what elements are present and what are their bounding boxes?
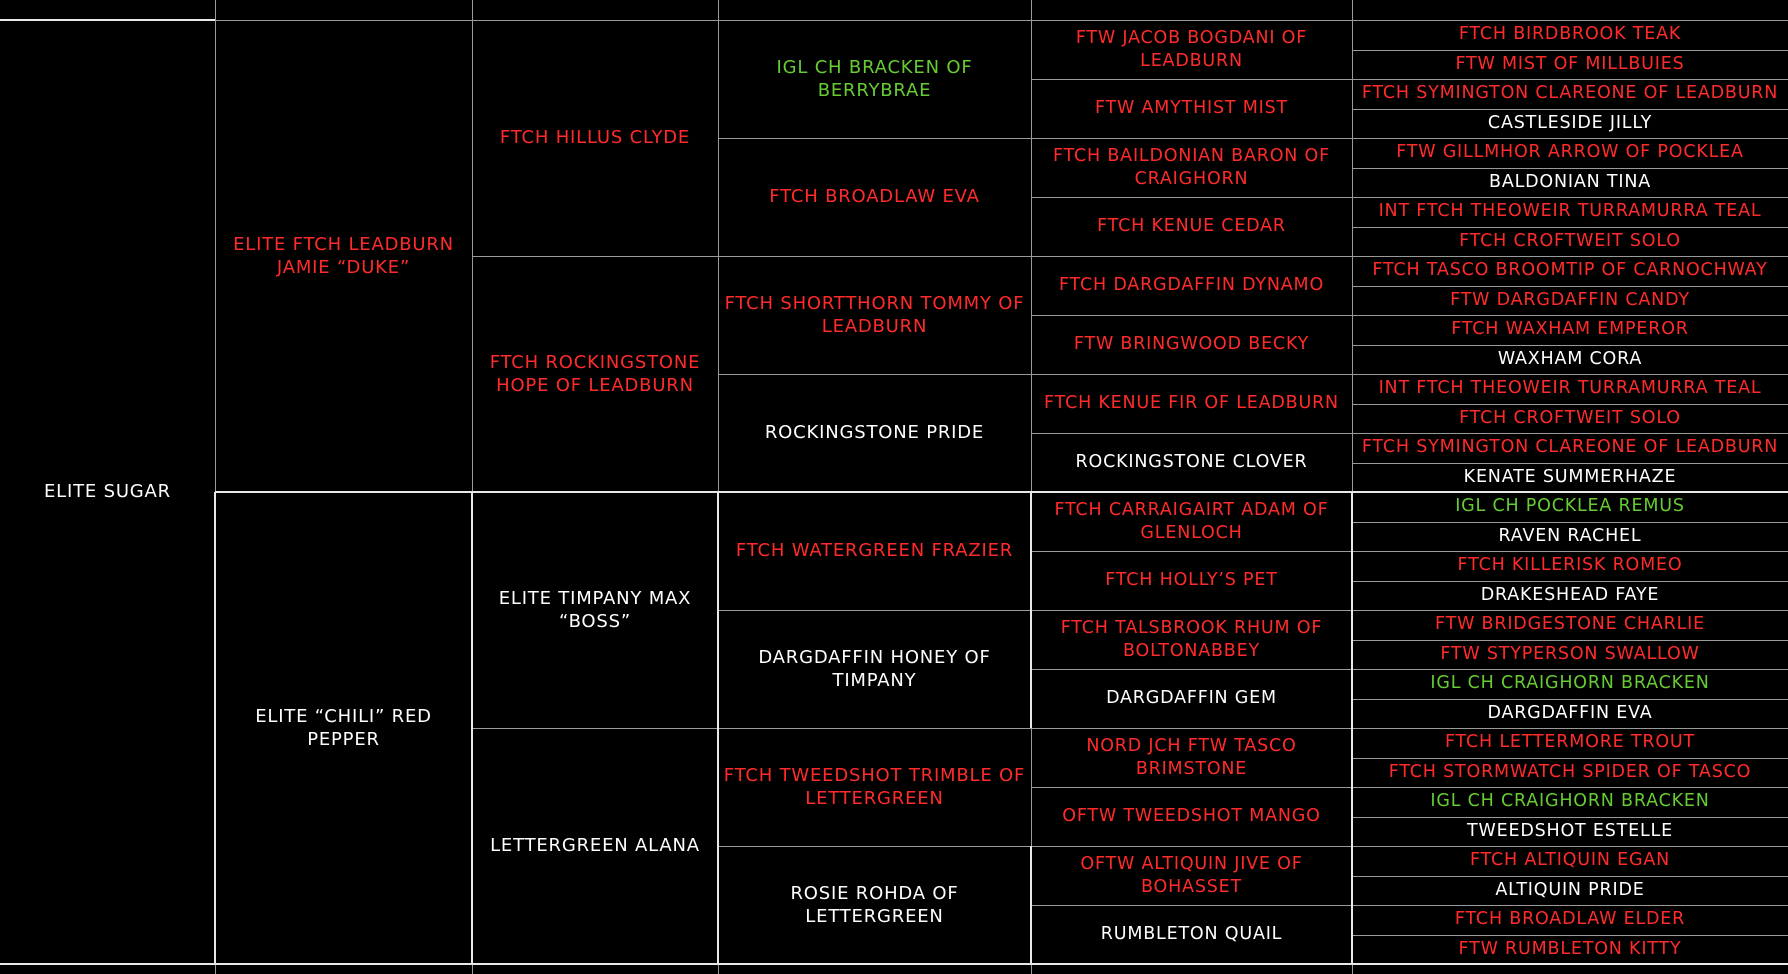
gen6-dog: FTCH LETTERMORE TROUT — [1444, 732, 1696, 753]
gen5-dog: DARGDAFFIN GEM — [1106, 688, 1277, 709]
gen6-dog: FTCH WAXHAM EMPEROR — [1451, 319, 1689, 340]
gen6-dog: ALTIQUIN PRIDE — [1495, 879, 1645, 900]
gen6-dog: FTW RUMBLETON KITTY — [1458, 938, 1682, 959]
gen5-dog: FTCH HOLLY’S PET — [1105, 570, 1278, 591]
gen4-dog: DARGDAFFIN HONEY OF TIMPANY — [758, 646, 991, 691]
gen6-dog: FTCH SYMINGTON CLAREONE OF LEADBURN — [1361, 83, 1779, 104]
gen4-dog: FTCH SHORTTHORN TOMMY OF LEADBURN — [724, 292, 1025, 337]
gen6-dog: RAVEN RACHEL — [1498, 525, 1642, 546]
gen6-dog: IGL CH CRAIGHORN BRACKEN — [1430, 673, 1710, 694]
gen4-dog: FTCH WATERGREEN FRAZIER — [735, 540, 1014, 562]
gen6-dog: FTW MIST OF MILLBUIES — [1455, 53, 1685, 74]
gen6-dog: FTCH CROFTWEIT SOLO — [1459, 407, 1681, 428]
gen5-dog: FTCH KENUE CEDAR — [1097, 216, 1286, 237]
gen3-dog: FTCH ROCKINGSTONE HOPE OF LEADBURN — [489, 351, 701, 396]
gen5-dog: ROCKINGSTONE CLOVER — [1075, 452, 1308, 473]
gen6-dog: IGL CH POCKLEA REMUS — [1455, 496, 1685, 517]
gen5-dog: OFTW ALTIQUIN JIVE OF BOHASSET — [1080, 853, 1303, 897]
gen1-dog: ELITE SUGAR — [44, 481, 171, 503]
gen5-dog: FTCH CARRAIGAIRT ADAM OF GLENLOCH — [1054, 499, 1329, 543]
gen5-dog: FTW BRINGWOOD BECKY — [1073, 334, 1310, 355]
gen6-dog: CASTLESIDE JILLY — [1487, 112, 1653, 133]
gen6-dog: INT FTCH THEOWEIR TURRAMURRA TEAL — [1378, 201, 1762, 222]
gen6-dog: FTCH ALTIQUIN EGAN — [1469, 850, 1670, 871]
gen5-dog: FTW JACOB BOGDANI OF LEADBURN — [1075, 27, 1308, 71]
gen6-dog: FTCH STORMWATCH SPIDER OF TASCO — [1388, 761, 1752, 782]
gen5-dog: FTCH KENUE FIR OF LEADBURN — [1044, 393, 1339, 414]
gen6-dog: WAXHAM CORA — [1497, 348, 1643, 369]
gen4-dog: FTCH BROADLAW EVA — [769, 186, 980, 208]
gen5-dog: NORD JCH FTW TASCO BRIMSTONE — [1086, 735, 1297, 779]
gen6-dog: FTCH KILLERISK ROMEO — [1457, 555, 1683, 576]
gen6-dog: FTCH BIRDBROOK TEAK — [1458, 24, 1682, 45]
gen6-dog: FTW STYPERSON SWALLOW — [1440, 643, 1700, 664]
gen6-dog: DRAKESHEAD FAYE — [1480, 584, 1660, 605]
gen6-dog: FTW GILLMHOR ARROW OF POCKLEA — [1396, 142, 1744, 163]
gen5-dog: FTCH DARGDAFFIN DYNAMO — [1058, 275, 1325, 296]
gen4-dog: FTCH TWEEDSHOT TRIMBLE OF LETTERGREEN — [723, 764, 1026, 809]
gen3-dog: FTCH HILLUS CLYDE — [499, 127, 691, 149]
gen4-dog: IGL CH BRACKEN OF BERRYBRAE — [776, 56, 973, 101]
gen2-dog: ELITE FTCH LEADBURN JAMIE “DUKE” — [233, 233, 454, 278]
gen4-dog: ROSIE ROHDA OF LETTERGREEN — [790, 882, 959, 927]
gen3-dog: ELITE TIMPANY MAX “BOSS” — [498, 587, 692, 632]
gen5-dog: FTCH BAILDONIAN BARON OF CRAIGHORN — [1053, 145, 1330, 189]
gen6-dog: FTCH CROFTWEIT SOLO — [1459, 230, 1681, 251]
gen6-dog: KENATE SUMMERHAZE — [1463, 466, 1677, 487]
gen5-dog: RUMBLETON QUAIL — [1100, 924, 1283, 945]
gen4-dog: ROCKINGSTONE PRIDE — [764, 422, 985, 444]
gen6-dog: FTW DARGDAFFIN CANDY — [1450, 289, 1690, 310]
gen6-dog: DARGDAFFIN EVA — [1487, 702, 1653, 723]
gen6-dog: FTW BRIDGESTONE CHARLIE — [1435, 614, 1705, 635]
gen6-dog: INT FTCH THEOWEIR TURRAMURRA TEAL — [1378, 378, 1762, 399]
gen6-dog: TWEEDSHOT ESTELLE — [1467, 820, 1673, 841]
gen6-dog: FTCH BROADLAW ELDER — [1454, 909, 1686, 930]
gen6-dog: FTCH SYMINGTON CLAREONE OF LEADBURN — [1361, 437, 1779, 458]
gen5-dog: OFTW TWEEDSHOT MANGO — [1062, 806, 1321, 827]
gen6-dog: FTCH TASCO BROOMTIP OF CARNOCHWAY — [1372, 260, 1768, 281]
gen6-dog: IGL CH CRAIGHORN BRACKEN — [1430, 791, 1710, 812]
gen6-dog: BALDONIAN TINA — [1489, 171, 1651, 192]
gen3-dog: LETTERGREEN ALANA — [490, 835, 700, 857]
gen5-dog: FTW AMYTHIST MIST — [1094, 98, 1289, 119]
gen2-dog: ELITE “CHILI” RED PEPPER — [255, 705, 432, 750]
gen5-dog: FTCH TALSBROOK RHUM OF BOLTONABBEY — [1060, 617, 1323, 661]
